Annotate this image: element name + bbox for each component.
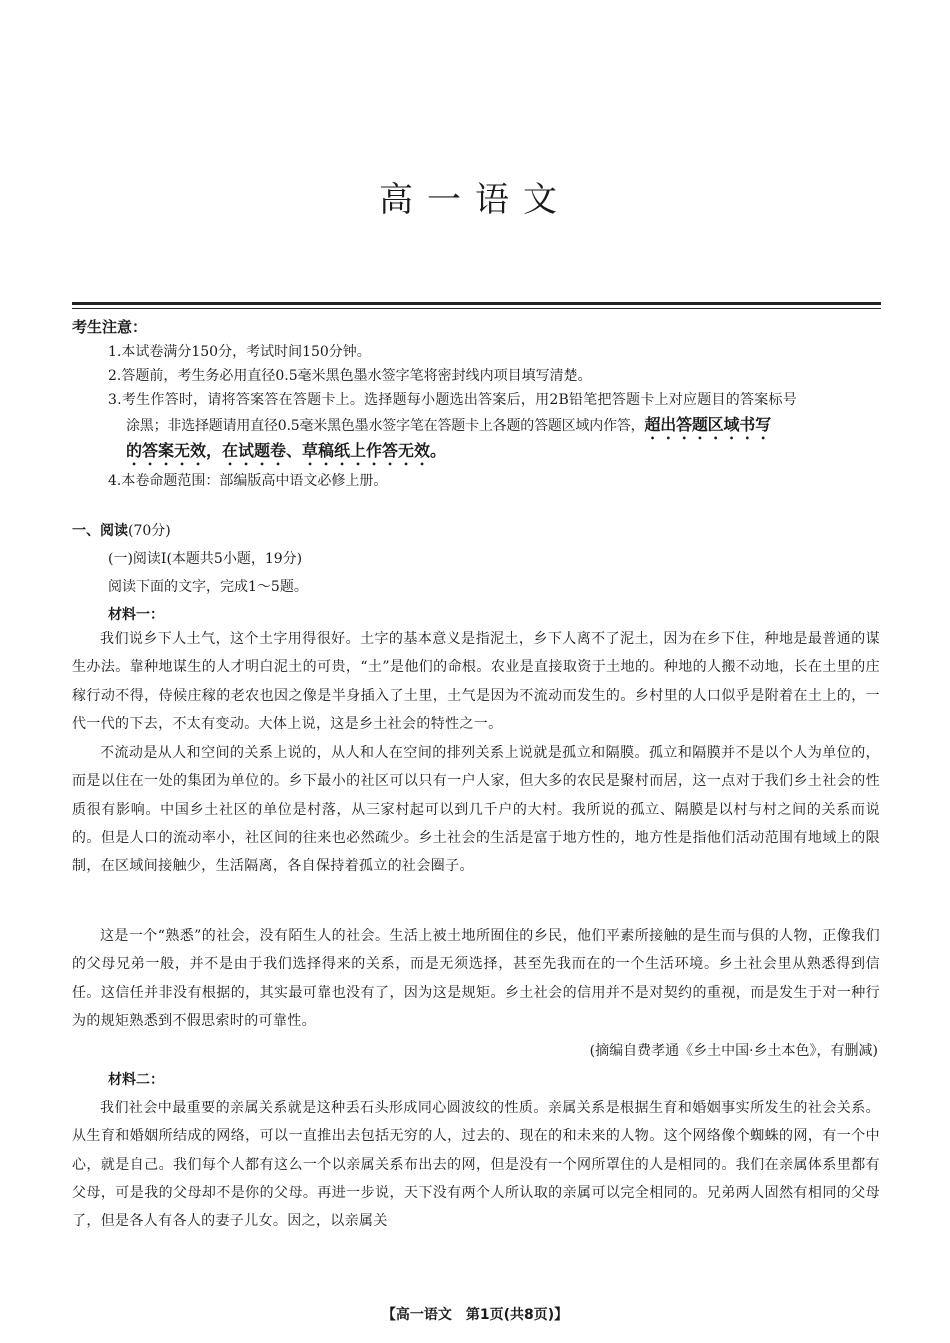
material-two-label: 材料二： [108, 1072, 164, 1088]
notice-item-3-cont [126, 414, 771, 443]
notice-emphasis-1: 超出答题区域书写 [644, 415, 771, 434]
material-one-paragraph-2: 不流动是从人和空间的关系上说的，从人和人在空间的排列关系上说就是孤立和隔膜。孤立和隔膜并不是以个人为单位的，而是以住在一处的集团为单位的。乡下最小的社区可以只有一户人家，但大多的农民是聚村而居，这一点对于我们乡土社会的性质很有影响。中国乡土社区的单位是村落，从三家村起可以到几千户的大村。我所说的孤立、隔膜是以村与村之间的关系而说的。但是人口的流动率小，社区间的往来也必然疏少。乡土社会的生活是富于地方性的，地方性是指他们活动范围有地域上的限制，在区域间接触少，生活隔离，各自保持着孤立的社会圈子。 [72, 745, 880, 875]
notice-item-3: 3.考生作答时，请将答案答在答题卡上。选择题每小题选出答案后，用2B铅笔把答题卡上对应题目的答案标号 [108, 392, 798, 408]
notice-item-3-text: 涂黑；非选择题请用直径0.5毫米黑色墨水签字笔在答题卡上各题的答题区域内作答， [126, 418, 645, 434]
section-one-heading [72, 520, 171, 542]
header-divider-thick [72, 302, 881, 305]
page-title: 高一语文 [379, 180, 571, 220]
material-one-paragraph-3: 这是一个“熟悉”的社会，没有陌生人的社会。生活上被土地所囿住的乡民，他们平素所接触的是生而与俱的人物，正像我们的父母兄弟一般，并不是由于我们选择得来的关系，而是无须选择，甚至先我而在的一个生活环境。乡土社会里从熟悉得到信任。这信任并非没有根据的，其实最可靠也没有了，因为这是规矩。乡土社会的信用并不是对契约的重视，而是发生于对一种行为的规矩熟悉到不假思索时的可靠性。 [72, 928, 880, 1029]
header-divider-thin [72, 308, 881, 309]
section-one-score: (70分) [128, 523, 171, 539]
material-one-label: 材料一： [108, 607, 164, 623]
notice-item-4: 4.本卷命题范围：部编版高中语文必修上册。 [108, 473, 388, 489]
notice-heading: 考生注意： [72, 318, 148, 336]
section-one-subheading: (一)阅读Ⅰ(本题共5小题，19分) [108, 551, 303, 567]
page-footer: 【高一语文 第1页(共8页)】 [381, 1307, 569, 1323]
notice-emphasis-2: 的答案无效，在试题卷、草稿纸上作答无效。 [126, 441, 447, 460]
material-one-paragraph-1: 我们说乡下人土气，这个土字用得很好。土字的基本意义是指泥土，乡下人离不了泥土，因为在乡下住，种地是最普通的谋生办法。靠种地谋生的人才明白泥土的可贵，“土”是他们的命根。农业是直接取资于土地的。种地的人搬不动地，长在土里的庄稼行动不得，侍候庄稼的老农也因之像是半身插入了土里，土气是因为不流动而发生的。乡村里的人口似乎是附着在土上的，一代一代的下去，不太有变动。大体上说，这是乡土社会的特性之一。 [72, 631, 880, 732]
material-two-paragraph-1: 我们社会中最重要的亲属关系就是这种丢石头形成同心圆波纹的性质。亲属关系是根据生育和婚姻事实所发生的社会关系。从生育和婚姻所结成的网络，可以一直推出去包括无穷的人，过去的、现在的和未来的人物。这个网络像个蜘蛛的网，有一个中心，就是自己。我们每个人都有这么一个以亲属关系布出去的网，但是没有一个网所罩住的人是相同的。我们在亲属体系里都有父母，可是我的父母却不是你的父母。再进一步说，天下没有两个人所认取的亲属可以完全相同的。兄弟两人固然有相同的父母了，但是各人有各人的妻子儿女。因之，以亲属关 [72, 1100, 880, 1230]
section-one-title: 一、阅读 [72, 523, 128, 539]
section-one-instruction: 阅读下面的文字，完成1～5题。 [108, 579, 308, 595]
notice-item-3-cont-2 [126, 440, 446, 469]
notice-item-1: 1.本试卷满分150分，考试时间150分钟。 [108, 344, 371, 360]
material-one-source: (摘编自费孝通《乡土中国·乡土本色》，有删减) [589, 1043, 878, 1059]
notice-item-2: 2.答题前，考生务必用直径0.5毫米黑色墨水签字笔将密封线内项目填写清楚。 [108, 368, 592, 384]
